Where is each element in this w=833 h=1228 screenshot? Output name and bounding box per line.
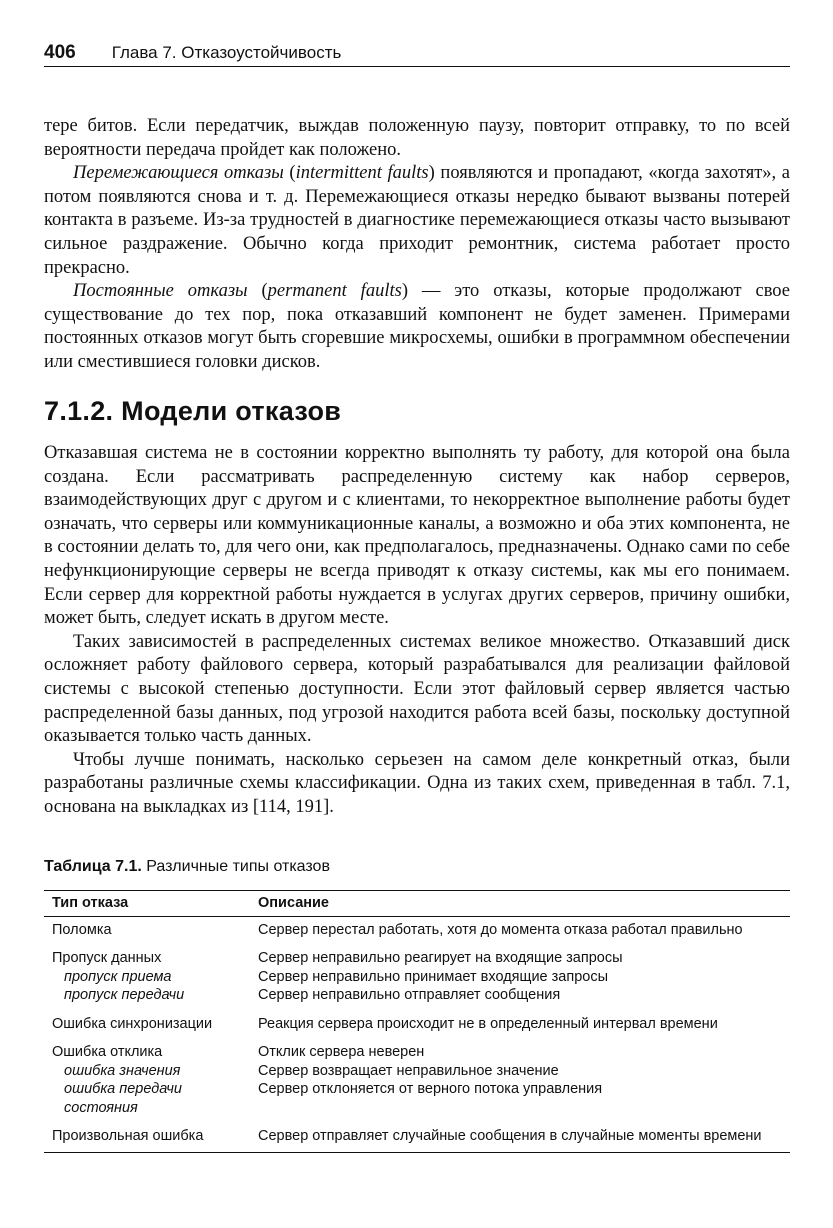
table-header-row [44,891,790,917]
fault-type: Пропуск данных [52,950,162,966]
fault-description: Сервер перестал работать, хотя до момента отказа работал правильно [258,921,743,938]
page-header [44,38,790,67]
table-number: Таблица 7.1. [44,858,142,875]
fault-description: Реакция сервера происходит не в определенный интервал времени [258,1015,718,1032]
fault-description-cell [250,945,790,1011]
paragraph-rest: ) — это отказы, которые продолжают свое существование до тех пор, пока отказавший компонент не будет заменен. Примерами постоянных отказов могут быть сгоревшие микросхемы, ошибки в программном обеспечении или сместившиеся головки дисков. [44,281,790,372]
intro-text [44,115,790,375]
fault-type-cell [44,945,250,1011]
column-header-description: Описание [258,895,329,911]
chapter-title: Глава 7. Отказоустойчивость [111,43,342,62]
paragraph-rest: ) появляются и пропадают, «когда захотят», а потом появляются снова и т. д. Перемежающиеся отказы нередко бывают вызваны потерей контакта в разъеме. Из-за трудностей в диагностике перемежающиеся отказы часто вызывают сильное раздражение. Обычно когда приходит ремонтник, система работает просто прекрасно. [44,163,790,278]
fault-subtype: ошибка передачи состояния [64,1081,182,1116]
fault-subdescription: Сервер отклоняется от верного потока управления [258,1081,603,1097]
fault-description-cell [250,1039,790,1123]
punct: ( [283,163,296,184]
paragraph-permanent [44,280,790,374]
term: Перемежающиеся отказы [73,163,284,184]
fault-subdescription: Сервер неправильно принимает входящие запросы [258,968,609,985]
fault-type: Ошибка отклика [52,1044,163,1060]
term-en: intermittent faults [295,163,429,184]
paragraph: тере битов. Если передатчик, выждав положенную паузу, повторит отправку, то по всей вероятности передача пройдет как положено. [44,116,790,160]
fault-type: Поломка [52,921,112,938]
section-heading: 7.1.2. Модели отказов [44,396,342,426]
page-number: 406 [44,42,76,63]
fault-types-table [44,890,790,1153]
table-row [44,916,790,945]
table-row [44,945,790,1011]
fault-subtype: пропуск передачи [64,987,185,1003]
paragraph-intermittent [44,162,790,280]
punct: ( [247,281,268,302]
fault-type-cell [44,1039,250,1123]
fault-type: Ошибка синхронизации [52,1015,213,1032]
fault-subdescription: Сервер неправильно отправляет сообщения [258,987,561,1003]
term: Постоянные отказы [73,281,248,302]
table-row [44,1011,790,1040]
section-text [44,442,790,820]
fault-description: Отклик сервера неверен [258,1044,425,1060]
fault-subdescription: Сервер возвращает неправильное значение [258,1062,559,1079]
paragraph: Отказавшая система не в состоянии корректно выполнять ту работу, для которой она была создана. Если рассматривать распределенную систему как набор серверов, взаимодействующих друг с другом и с клиентами, то некорректное выполнение работы будет означать, что серверы или коммуникационные каналы, а возможно и оба этих компонента, не в состоянии делать то, для чего они, как предполагалось, предназначены. Однако сами по себе нефункционирующие серверы не всегда приводят к отказу системы, как мы его понимаем. Если сервер для корректной работы нуждается в услугах других серверов, причину ошибки, может быть, следует искать в другом месте. [44,443,790,629]
table-caption [44,858,330,876]
table-row [44,1039,790,1123]
fault-subtype: ошибка значения [64,1062,181,1079]
column-header-type: Тип отказа [52,895,129,911]
fault-type: Произвольная ошибка [52,1128,204,1144]
table-row [44,1123,790,1152]
term-en: permanent faults [267,281,402,302]
fault-description: Сервер отправляет случайные сообщения в случайные моменты времени [258,1128,762,1144]
paragraph: Таких зависимостей в распределенных системах великое множество. Отказавший диск осложняет работу файлового сервера, который разрабатывался для реализации файловой системы с высокой степенью доступности. Если этот файловый сервер является частью распределенной базы данных, под угрозой находится работа всей базы, поскольку доступной оказывается только часть данных. [44,631,790,747]
fault-description: Сервер неправильно реагирует на входящие запросы [258,950,623,966]
fault-subtype: пропуск приема [64,968,172,985]
paragraph: Чтобы лучше понимать, насколько серьезен на самом деле конкретный отказ, были разработаны различные схемы классификации. Одна из таких схем, приведенная в табл. 7.1, основана на выкладках из [114, 191]. [44,749,790,817]
table-title: Различные типы отказов [141,858,330,875]
